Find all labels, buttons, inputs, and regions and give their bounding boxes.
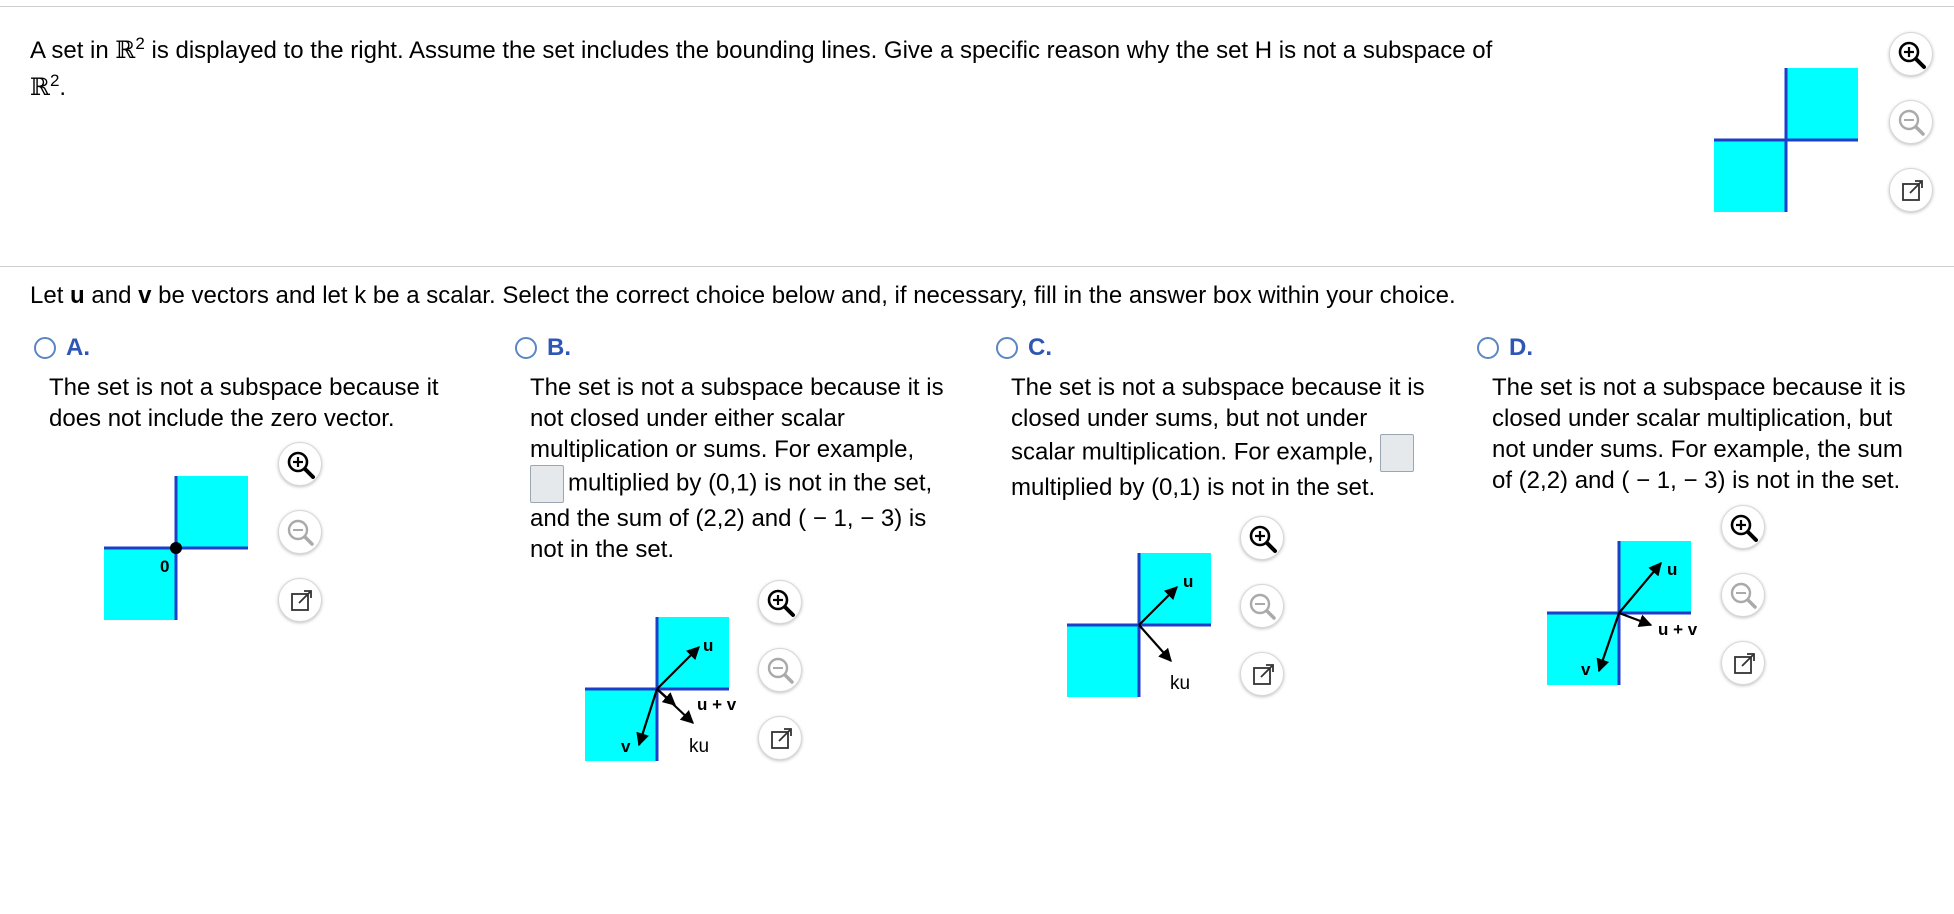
- choice-b-zoom-out-button[interactable]: [758, 648, 802, 692]
- popout-icon: [1890, 169, 1934, 213]
- choice-c-line: multiplied by (0,1) is not in the set.: [1011, 474, 1376, 501]
- choice-c-label: C.: [1028, 334, 1052, 361]
- popout-button[interactable]: [1889, 168, 1933, 212]
- choice-c-zoom-out-button[interactable]: [1240, 584, 1284, 628]
- choice-d-figure: [1545, 539, 1698, 687]
- choice-d-radio[interactable]: [1477, 337, 1499, 359]
- question-set-figure: [1712, 66, 1860, 214]
- choice-d-line: closed under scalar multiplication, but: [1492, 405, 1893, 432]
- zoom-in-icon: [759, 581, 803, 625]
- zoom-out-icon: [1722, 574, 1766, 618]
- fill-quadrant-1: [1619, 541, 1691, 613]
- choice-a-line: The set is not a subspace because it: [49, 374, 439, 401]
- choice-b-label: B.: [547, 334, 571, 361]
- vector-uv-label: u + v: [697, 695, 737, 714]
- zoom-in-icon: [279, 443, 323, 487]
- choice-b-line: and the sum of (2,2) and ( − 1, − 3) is: [530, 505, 927, 532]
- choice-a-radio[interactable]: [34, 337, 56, 359]
- choice-b-popout-button[interactable]: [758, 716, 802, 760]
- zoom-in-icon: [1241, 517, 1285, 561]
- vector-ku-label: ku: [689, 736, 710, 757]
- mid-divider: [0, 266, 1954, 267]
- origin-label: 0: [160, 557, 170, 576]
- zoom-out-icon: [759, 649, 803, 693]
- instruction-v: v: [138, 282, 152, 309]
- choice-d-header[interactable]: [1477, 334, 1533, 362]
- vector-u-label: u: [703, 636, 714, 655]
- vector-ku-label: ku: [1170, 673, 1191, 694]
- popout-icon: [1722, 642, 1766, 686]
- choice-d-line: not under sums. For example, the sum: [1492, 436, 1903, 463]
- instruction-part3: be vectors and let k be a scalar. Select the correct choice below and, if necessary, fill in the answer box within your choice.: [151, 282, 1456, 309]
- instruction-part2: and: [84, 282, 139, 309]
- exponent: 2: [49, 71, 60, 90]
- fill-quadrant-3: [1067, 625, 1139, 697]
- vector-v-label: v: [621, 737, 631, 756]
- choice-b-radio[interactable]: [515, 337, 537, 359]
- choice-b-line: multiplied by (0,1) is not in the set,: [568, 469, 933, 497]
- r-symbol: ℝ: [30, 73, 50, 101]
- choice-b-line: not in the set.: [530, 536, 675, 563]
- vector-u-label: u: [1183, 572, 1194, 591]
- vector-ku: [657, 689, 693, 723]
- choice-a-zoom-in-button[interactable]: [278, 442, 322, 486]
- top-divider: [0, 6, 1954, 7]
- instruction-part1: Let: [30, 282, 71, 309]
- choice-b-line: not closed under either scalar: [530, 405, 845, 432]
- choice-d-line: of (2,2) and ( − 1, − 3) is not in the set.: [1492, 467, 1901, 494]
- fill-quadrant-1: [176, 476, 248, 548]
- choice-c-popout-button[interactable]: [1240, 652, 1284, 696]
- instruction-text: [30, 280, 1830, 312]
- choice-a-line: does not include the zero vector.: [49, 405, 395, 432]
- choice-b-figure: [583, 615, 737, 763]
- question-part-b: is displayed to the right. Assume the set includes the bounding lines. Give a specific reason why the set H is not a subspace of: [144, 37, 1493, 64]
- zoom-in-button[interactable]: [1889, 32, 1933, 76]
- vector-ku: [1139, 625, 1171, 661]
- zoom-in-icon: [1890, 33, 1934, 77]
- choice-b-zoom-in-button[interactable]: [758, 580, 802, 624]
- choice-a-header[interactable]: [34, 334, 90, 362]
- choice-b-text: [530, 372, 1000, 565]
- question-part-a: A set in: [30, 37, 116, 64]
- zoom-in-icon: [1722, 506, 1766, 550]
- popout-icon: [759, 717, 803, 761]
- instruction-u: u: [70, 282, 85, 309]
- popout-icon: [279, 579, 323, 623]
- question-text: [30, 32, 1650, 106]
- zoom-out-icon: [1241, 585, 1285, 629]
- popout-icon: [1241, 653, 1285, 697]
- exponent: 2: [135, 34, 145, 53]
- zoom-out-button[interactable]: [1889, 100, 1933, 144]
- fill-quadrant-3: [1714, 140, 1786, 212]
- choice-a-popout-button[interactable]: [278, 578, 322, 622]
- choice-c-zoom-in-button[interactable]: [1240, 516, 1284, 560]
- choice-c-text: [1011, 372, 1481, 503]
- vector-v-label: v: [1581, 660, 1591, 679]
- origin-point: [170, 542, 182, 554]
- choice-b-answer-box[interactable]: [530, 465, 564, 503]
- choice-c-line: scalar multiplication. For example,: [1011, 438, 1374, 466]
- choice-c-line: closed under sums, but not under: [1011, 405, 1368, 432]
- question-period: .: [59, 74, 67, 101]
- choice-a-figure: [102, 474, 250, 622]
- choice-c-figure: [1065, 551, 1213, 699]
- zoom-out-icon: [279, 511, 323, 555]
- r-symbol: ℝ: [115, 36, 136, 64]
- choice-d-popout-button[interactable]: [1721, 641, 1765, 685]
- choice-b-line: multiplication or sums. For example,: [530, 436, 915, 463]
- choice-b-header[interactable]: [515, 334, 571, 362]
- choice-c-answer-box[interactable]: [1380, 434, 1414, 472]
- choice-d-label: D.: [1509, 334, 1533, 361]
- choice-b-line: The set is not a subspace because it is: [530, 374, 944, 401]
- fill-quadrant-1: [1786, 68, 1858, 140]
- choice-a-zoom-out-button[interactable]: [278, 510, 322, 554]
- choice-d-line: The set is not a subspace because it is: [1492, 374, 1906, 401]
- vector-u-plus-v: [1619, 613, 1651, 625]
- vector-uv-label: u + v: [1658, 620, 1698, 639]
- choice-c-radio[interactable]: [996, 337, 1018, 359]
- choice-d-text: [1492, 372, 1952, 496]
- choice-a-label: A.: [66, 334, 90, 361]
- choice-d-zoom-in-button[interactable]: [1721, 505, 1765, 549]
- vector-u-label: u: [1667, 560, 1678, 579]
- choice-c-header[interactable]: [996, 334, 1052, 362]
- zoom-out-icon: [1890, 101, 1934, 145]
- choice-d-zoom-out-button[interactable]: [1721, 573, 1765, 617]
- choice-a-text: [49, 372, 489, 434]
- choice-c-line: The set is not a subspace because it is: [1011, 374, 1425, 401]
